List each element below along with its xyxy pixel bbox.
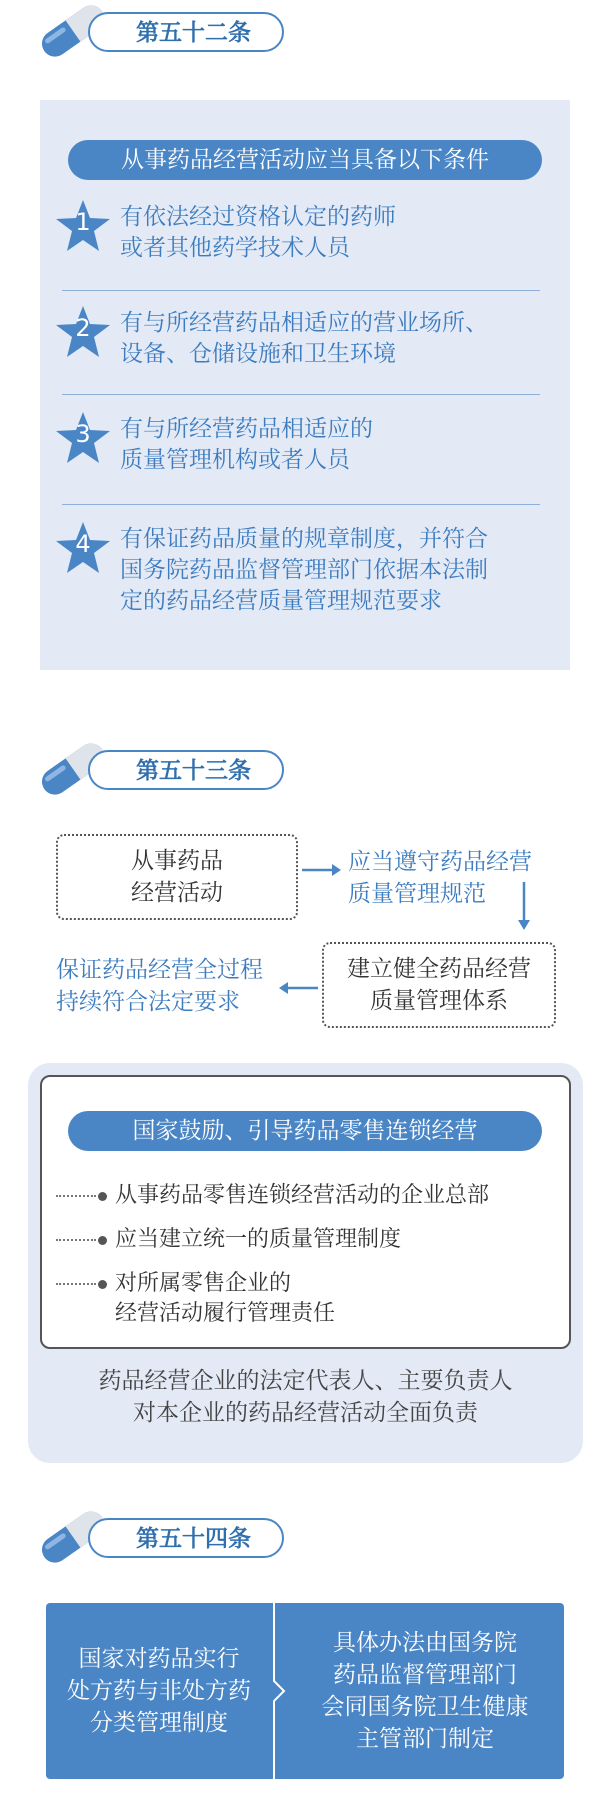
condition-text-line: 设备、仓储设施和卫生环境 bbox=[120, 341, 396, 367]
panel-text-line: 处方药与非处方药 bbox=[67, 1678, 251, 1704]
divider bbox=[62, 394, 540, 395]
bullet-dot-icon bbox=[98, 1192, 107, 1201]
article-52-title: 第五十二条 bbox=[136, 20, 251, 46]
leader-dots bbox=[56, 1283, 96, 1285]
divider bbox=[62, 290, 540, 291]
bullet-dot-icon bbox=[98, 1280, 107, 1289]
condition-number: 2 bbox=[75, 314, 91, 342]
panel-text-line: 具体办法由国务院 bbox=[333, 1630, 517, 1656]
retail-chain-banner: 国家鼓励、引导药品零售连锁经营 bbox=[68, 1111, 542, 1151]
list-item bbox=[56, 1269, 335, 1329]
arrow-left-icon bbox=[276, 978, 320, 998]
flow-step-line: 应当遵守药品经营 bbox=[348, 849, 532, 875]
condition-text-line: 质量管理机构或者人员 bbox=[120, 447, 350, 473]
flow-box-line: 从事药品 bbox=[131, 848, 223, 874]
leader-dots bbox=[56, 1195, 96, 1197]
divider bbox=[62, 504, 540, 505]
article-53-heading bbox=[30, 738, 270, 802]
responsibility-note: 药品经营企业的法定代表人、主要负责人 bbox=[98, 1368, 513, 1394]
condition-number: 4 bbox=[75, 530, 91, 558]
flow-step-line: 保证药品经营全过程 bbox=[56, 957, 263, 983]
list-item bbox=[56, 1225, 401, 1255]
flow-box-system bbox=[322, 942, 556, 1028]
flow-step-line: 质量管理规范 bbox=[348, 881, 486, 907]
panel-text-line: 会同国务院卫生健康 bbox=[321, 1694, 529, 1720]
list-item-text: 对所属零售企业的 bbox=[115, 1271, 292, 1296]
list-item-text: 经营活动履行管理责任 bbox=[115, 1301, 336, 1326]
article-54-title: 第五十四条 bbox=[136, 1526, 251, 1552]
flow-step-line: 持续符合法定要求 bbox=[56, 989, 240, 1015]
flow-step-comply bbox=[348, 846, 532, 910]
leader-dots bbox=[56, 1239, 96, 1241]
retail-chain-panel bbox=[28, 1063, 583, 1463]
implementation-text bbox=[286, 1603, 564, 1779]
panel-text-line: 分类管理制度 bbox=[90, 1710, 228, 1736]
panel-text-line: 药品监督管理部门 bbox=[333, 1662, 517, 1688]
flow-box-line: 经营活动 bbox=[131, 880, 223, 906]
flow-box-line: 建立健全药品经营 bbox=[347, 956, 531, 982]
flow-step-ensure bbox=[56, 954, 263, 1018]
article-54-panel bbox=[46, 1603, 564, 1779]
article-52-heading bbox=[30, 0, 270, 64]
responsibility-note: 对本企业的药品经营活动全面负责 bbox=[133, 1400, 478, 1426]
flow-box-line: 质量管理体系 bbox=[370, 988, 508, 1014]
condition-number: 1 bbox=[75, 208, 91, 236]
bullet-dot-icon bbox=[98, 1236, 107, 1245]
list-item-text: 应当建立统一的质量管理制度 bbox=[115, 1227, 402, 1252]
condition-text-line: 有与所经营药品相适应的营业场所、 bbox=[120, 310, 488, 336]
classification-system-text bbox=[46, 1603, 272, 1779]
arrow-down-icon bbox=[514, 880, 534, 932]
article-53-title: 第五十三条 bbox=[136, 758, 251, 784]
retail-chain-box bbox=[40, 1075, 571, 1349]
condition-text-line: 国务院药品监督管理部门依据本法制 bbox=[120, 557, 488, 583]
list-item-text: 从事药品零售连锁经营活动的企业总部 bbox=[115, 1183, 490, 1208]
condition-number: 3 bbox=[75, 420, 91, 448]
panel-text-line: 国家对药品实行 bbox=[78, 1646, 240, 1672]
article-54-heading bbox=[30, 1506, 270, 1570]
condition-text-line: 或者其他药学技术人员 bbox=[120, 235, 350, 261]
chevron-right-icon bbox=[272, 1603, 286, 1779]
condition-text-line: 有保证药品质量的规章制度，并符合 bbox=[120, 526, 488, 552]
panel-text-line: 主管部门制定 bbox=[356, 1726, 494, 1752]
list-item bbox=[56, 1181, 489, 1211]
condition-text-line: 有依法经过资格认定的药师 bbox=[120, 204, 396, 230]
flow-box-start bbox=[56, 834, 298, 920]
condition-text-line: 定的药品经营质量管理规范要求 bbox=[120, 588, 442, 614]
condition-text-line: 有与所经营药品相适应的 bbox=[120, 416, 373, 442]
arrow-right-icon bbox=[300, 860, 342, 880]
article-52-panel bbox=[40, 100, 570, 670]
article-52-banner: 从事药品经营活动应当具备以下条件 bbox=[68, 140, 542, 180]
